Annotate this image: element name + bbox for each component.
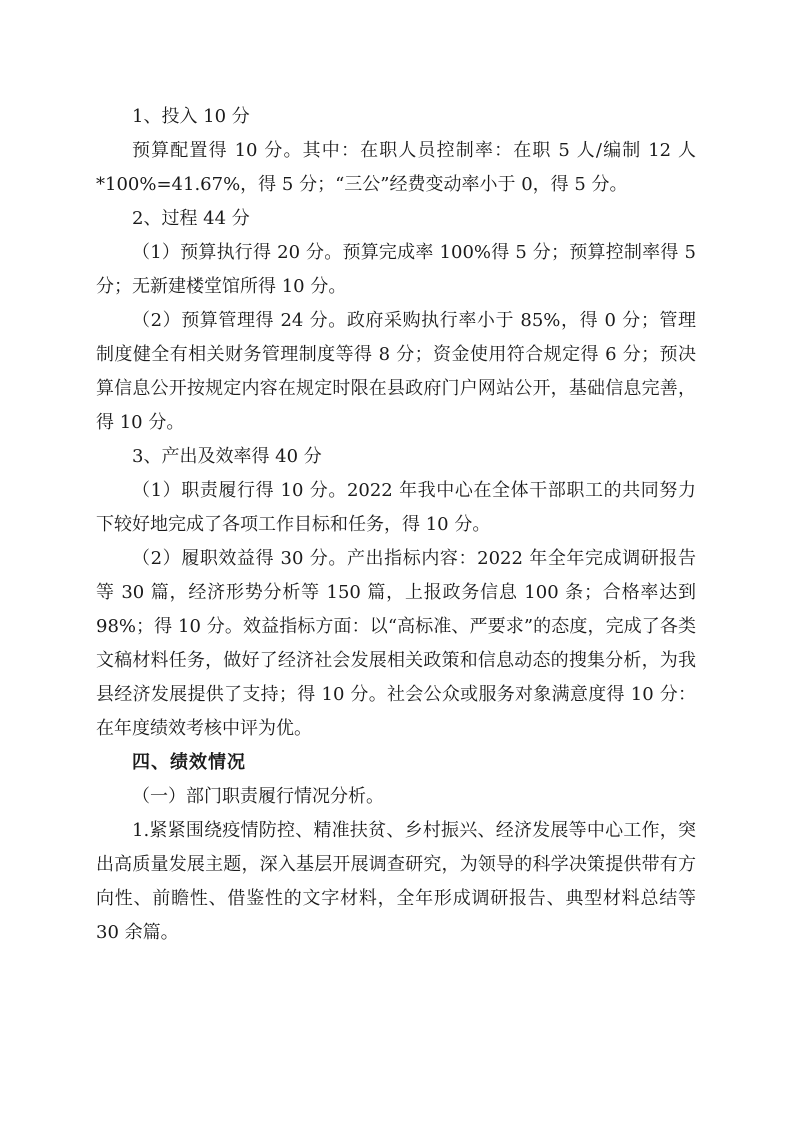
- document-body: [96, 100, 696, 950]
- section-heading-output-efficiency: 3、产出及效率得 40 分: [132, 446, 322, 467]
- paragraph-budget-allocation: 预算配置得 10 分。其中：在职人员控制率：在职 5 人/编制 12 人*100%=41.67%，得 5 分；“三公”经费变动率小于 0，得 5 分。: [96, 140, 696, 195]
- paragraph-performance-benefit: （2）履职效益得 30 分。产出指标内容：2022 年全年完成调研报告等 30 篇，经济形势分析等 150 篇，上报政务信息 100 条；合格率达到 98%；得 10 分。效益指标方面：以“高标准、严要求”的态度，完成了各类文稿材料任务，做好了经济社会发展相关政策和信息动态的搜集分析，为我县经济发展提供了支持；得 10 分。社会公众或服务对象满意度得 10 分：在年度绩效考核中评为优。: [96, 548, 696, 739]
- paragraph-budget-execution: （1）预算执行得 20 分。预算完成率 100%得 5 分；预算控制率得 5 分；无新建楼堂馆所得 10 分。: [96, 242, 696, 297]
- section-heading-input: 1、投入 10 分: [132, 106, 250, 127]
- paragraph-research-work: 1.紧紧围绕疫情防控、精准扶贫、乡村振兴、经济发展等中心工作，突出高质量发展主题，深入基层开展调查研究，为领导的科学决策提供带有方向性、前瞻性、借鉴性的文字材料，全年形成调研报告、典型材料总结等 30 余篇。: [96, 820, 696, 943]
- section-heading-process: 2、过程 44 分: [132, 208, 250, 229]
- paragraph-duty-performance: （1）职责履行得 10 分。2022 年我中心在全体干部职工的共同努力下较好地完成了各项工作目标和任务，得 10 分。: [96, 480, 696, 535]
- paragraph-budget-management: （2）预算管理得 24 分。政府采购执行率小于 85%，得 0 分；管理制度健全有相关财务管理制度等得 8 分；资金使用符合规定得 6 分；预决算信息公开按规定内容在规定时限在县政府门户网站公开，基础信息完善，得 10 分。: [96, 310, 696, 433]
- subsection-heading-duty-analysis: （一）部门职责履行情况分析。: [132, 786, 384, 807]
- section-heading-performance: 四、绩效情况: [132, 752, 246, 773]
